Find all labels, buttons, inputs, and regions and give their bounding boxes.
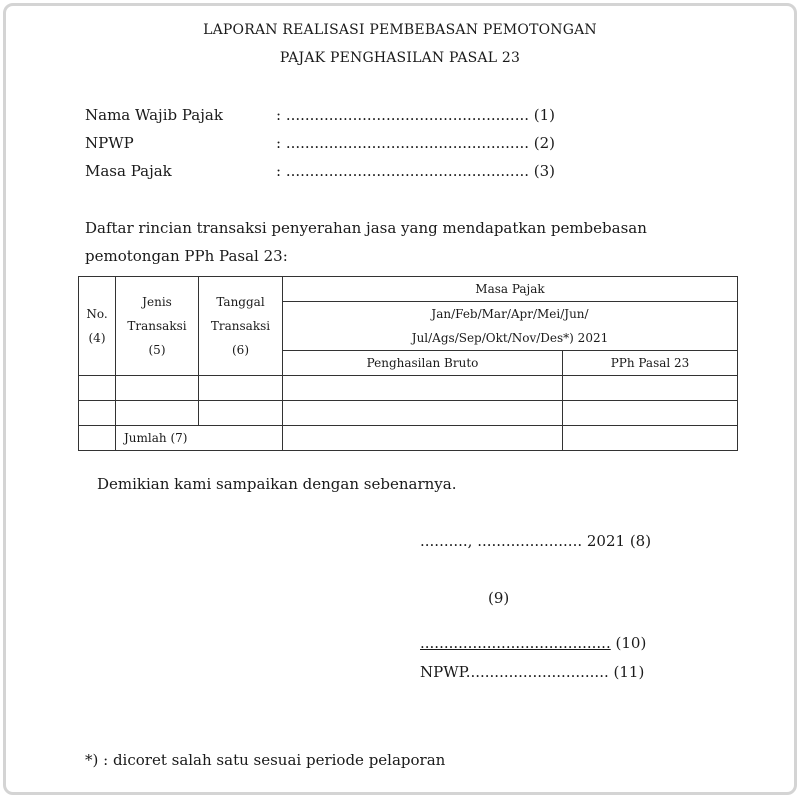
closing-statement: Demikian kami sampaikan dengan sebenarnya. — [97, 475, 457, 493]
intro-line-1: Daftar rincian transaksi penyerahan jasa yang mendapatkan pembebasan — [85, 219, 647, 237]
field-value-nama: : ................................................... (1) — [276, 106, 556, 124]
signature-dots: ........................................ — [420, 634, 611, 652]
signature-number: (10) — [610, 634, 647, 652]
footnote: *) : dicoret salah satu sesuai periode pelaporan — [85, 751, 446, 769]
table-row — [79, 401, 738, 426]
field-label-nama: Nama Wajib Pajak — [85, 106, 223, 124]
title-line-2: PAJAK PENGHASILAN PASAL 23 — [279, 50, 521, 66]
header-jenis-transaksi: Jenis Transaksi (5) — [116, 277, 199, 376]
table-total-row — [79, 426, 738, 451]
header-masa-pajak: Masa Pajak — [283, 277, 738, 302]
transaction-table — [78, 276, 738, 451]
header-tanggal-transaksi: Tanggal Transaksi (6) — [199, 277, 283, 376]
field-label-masa: Masa Pajak — [85, 162, 172, 180]
header-no: No. (4) — [79, 277, 116, 376]
header-months-2: Jul/Ags/Sep/Okt/Nov/Des*) 2021 — [283, 326, 738, 351]
signature-marker: (9) — [488, 589, 510, 607]
field-value-npwp: : ................................................... (2) — [276, 134, 556, 152]
header-pph-pasal-23: PPh Pasal 23 — [563, 351, 738, 376]
signature-name-line — [420, 634, 646, 652]
table-row — [79, 376, 738, 401]
npwp-line: NPWP.............................. (11) — [420, 663, 645, 681]
title-line-1: LAPORAN REALISASI PEMBEBASAN PEMOTONGAN — [203, 22, 597, 38]
header-penghasilan-bruto: Penghasilan Bruto — [283, 351, 563, 376]
field-label-npwp: NPWP — [85, 134, 134, 152]
field-value-masa: : ................................................... (3) — [276, 162, 556, 180]
total-label: Jumlah (7) — [116, 426, 283, 451]
date-line: .........., ...................... 2021 (8) — [420, 532, 652, 550]
table-header-row — [79, 277, 738, 302]
intro-line-2: pemotongan PPh Pasal 23: — [85, 247, 288, 265]
header-months-1: Jan/Feb/Mar/Apr/Mei/Jun/ — [283, 302, 738, 327]
